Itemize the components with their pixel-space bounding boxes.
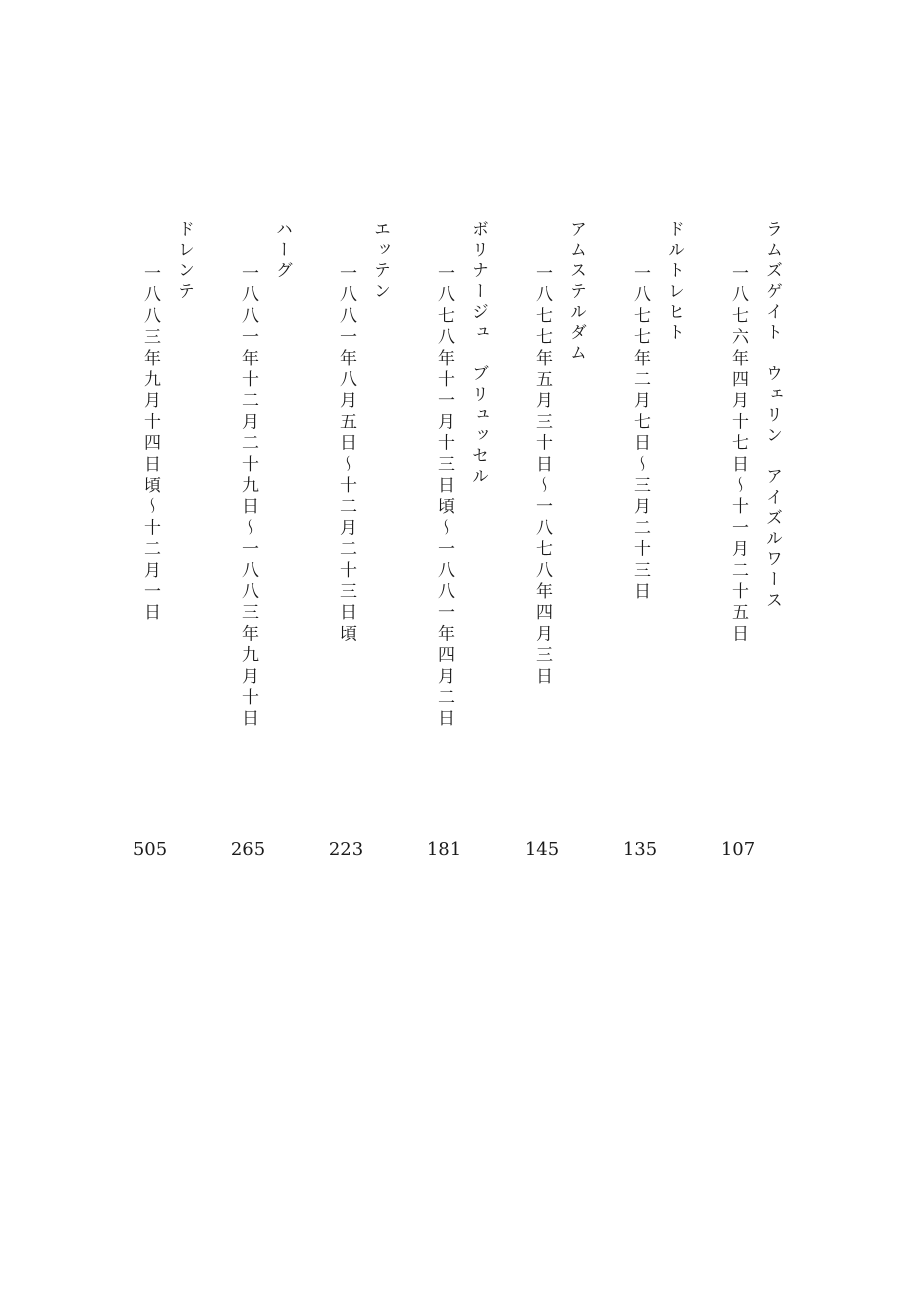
place-name: アムステルダム xyxy=(566,220,586,365)
toc-entry-etten[interactable] xyxy=(304,0,404,900)
toc-entry-ramsgate[interactable] xyxy=(696,0,796,900)
place-name: ハーグ xyxy=(272,220,292,282)
toc-entry-dordrecht[interactable] xyxy=(598,0,698,900)
page-number: 135 xyxy=(622,839,658,860)
page-number: 265 xyxy=(230,839,266,860)
toc-entry-drenthe[interactable] xyxy=(108,0,208,900)
toc-entry-borinage[interactable] xyxy=(402,0,502,900)
place-name: ドルトレヒト xyxy=(664,220,684,344)
page-number: 145 xyxy=(524,839,560,860)
place-name: ドレンテ xyxy=(174,220,194,303)
page-number: 107 xyxy=(720,839,756,860)
date-range: 一八七七年二月七日〜三月二十三日 xyxy=(630,264,650,604)
page-number: 181 xyxy=(426,839,462,860)
date-range: 一八七七年五月三十日〜一八七八年四月三日 xyxy=(532,264,552,688)
page-number: 505 xyxy=(132,839,168,860)
place-name: エッテン xyxy=(370,220,390,303)
page-number: 223 xyxy=(328,839,364,860)
toc-entry-the-hague[interactable] xyxy=(206,0,306,900)
place-name: ボリナージュ ブリュッセル xyxy=(468,220,488,488)
toc-entry-amsterdam[interactable] xyxy=(500,0,600,900)
place-name: ラムズゲイト ウェリン アイズルワース xyxy=(762,220,782,612)
date-range: 一八八一年十二月二十九日〜一八八三年九月十日 xyxy=(238,264,258,731)
date-range: 一八七八年十一月十三日頃〜一八八一年四月二日 xyxy=(434,264,454,731)
date-range: 一八八一年八月五日〜十二月二十三日頃 xyxy=(336,264,356,646)
date-range: 一八七六年四月十七日〜十一月二十五日 xyxy=(728,264,748,646)
date-range: 一八八三年九月十四日頃〜十二月一日 xyxy=(140,264,160,625)
